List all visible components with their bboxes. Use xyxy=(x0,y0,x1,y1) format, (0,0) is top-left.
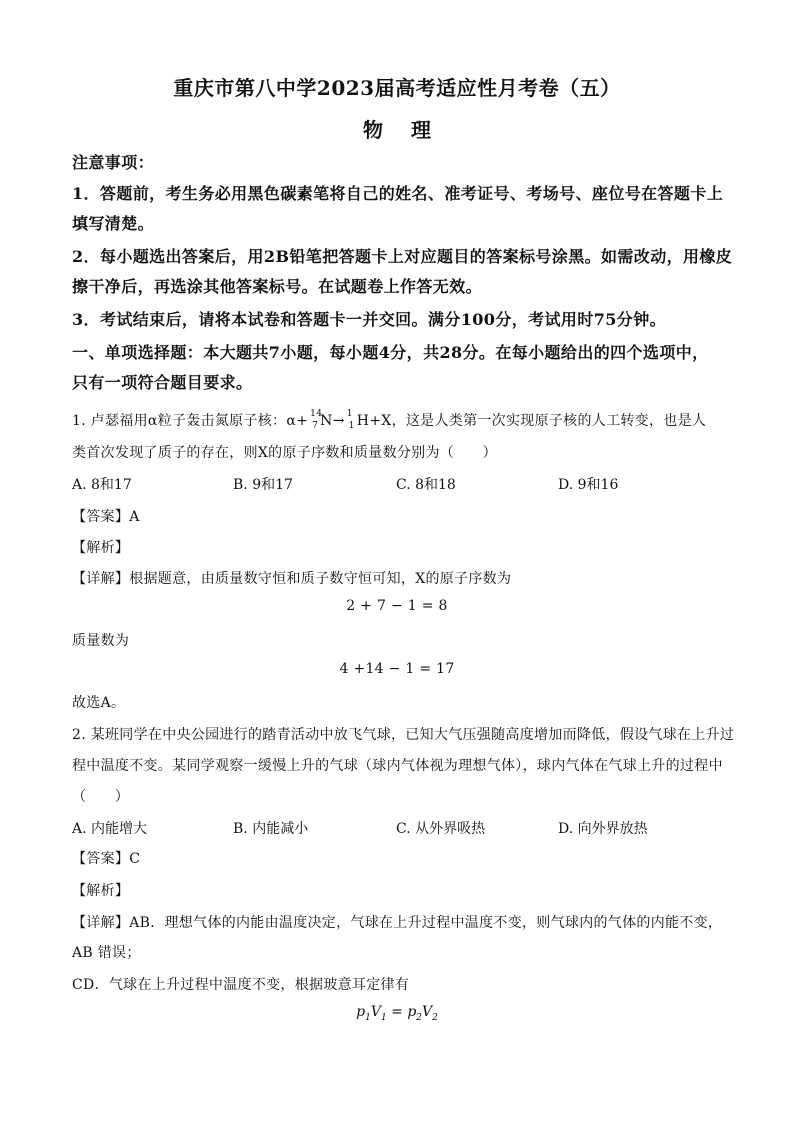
q2-detail-cd: CD．气球在上升过程中温度不变，根据玻意耳定律有 xyxy=(72,977,410,993)
section-heading-line-1: 一、单项选择题：本大题共7小题，每小题4分，共28分。在每小题给出的四个选项中， xyxy=(72,343,709,362)
q1-analysis: 【解析】 xyxy=(72,540,130,556)
q2-boyle-equation: $p_1V_1 = p_2V_2$ xyxy=(356,1004,438,1023)
q1-conclusion: 故选A。 xyxy=(72,695,126,711)
q1-stem-after: ，这是人类第一次实现原子核的人工转变，也是人 xyxy=(391,413,707,429)
q1-stem-line-2: 类首次发现了质子的存在，则X的原子序数和质量数分别为（ ） xyxy=(72,445,497,461)
q1-detail: 【详解】根据题意，由质量数守恒和质子数守恒可知，X的原子序数为 xyxy=(72,571,512,587)
q2-stem-line-3: （ ） xyxy=(72,789,130,805)
q1-equation-2: 4 +14 − 1 = 17 xyxy=(339,661,455,677)
subject-char-2: 理 xyxy=(411,118,431,142)
q2-option-a: A. 内能增大 xyxy=(72,821,148,837)
q1-option-b: B. 9和17 xyxy=(233,477,293,493)
q2-detail-line-2: AB 错误； xyxy=(72,945,141,961)
notes-heading: 注意事项： xyxy=(72,153,155,172)
q2-option-b: B. 内能减小 xyxy=(233,821,309,837)
exam-title: 重庆市第八中学2023届高考适应性月考卷（五） xyxy=(173,76,621,100)
q1-equation: α+ 14 7 N→ 1 1 H+X xyxy=(286,409,392,431)
q2-option-c: C. 从外界吸热 xyxy=(396,821,486,837)
q1-equation-1: 2 + 7 − 1 = 8 xyxy=(346,598,448,614)
q2-answer: 【答案】C xyxy=(72,851,141,867)
section-heading-line-2: 只有一项符合题目要求。 xyxy=(72,373,253,392)
q1-option-a: A. 8和17 xyxy=(72,477,132,493)
q2-stem-line-2: 程中温度不变。某同学观察一缓慢上升的气球（球内气体视为理想气体），球内气体在气球上升的过程中 xyxy=(72,758,723,774)
q1-stem-before: 1. 卢瑟福用α粒子轰击氮原子核： xyxy=(72,413,287,429)
q2-analysis: 【解析】 xyxy=(72,883,130,899)
note-1-line-1: 1．答题前，考生务必用黑色碳素笔将自己的姓名、准考证号、考场号、座位号在答题卡上 xyxy=(72,184,724,203)
note-2-line-2: 擦干净后，再选涂其他答案标号。在试题卷上作答无效。 xyxy=(72,277,483,296)
q1-option-d: D. 9和16 xyxy=(558,477,619,493)
note-2-line-1: 2．每小题选出答案后，用2B铅笔把答题卡上对应题目的答案标号涂黑。如需改动，用橡皮 xyxy=(72,247,733,266)
q1-mass-label: 质量数为 xyxy=(72,633,130,649)
q1-answer: 【答案】A xyxy=(72,509,140,525)
q2-option-d: D. 向外界放热 xyxy=(558,821,648,837)
note-3: 3．考试结束后，请将本试卷和答题卡一并交回。满分100分，考试用时75分钟。 xyxy=(72,310,666,329)
q1-stem-line-1 xyxy=(72,410,727,430)
q2-stem-line-1: 2. 某班同学在中央公园进行的踏青活动中放飞气球，已知大气压强随高度增加而降低，假设气球在上升过 xyxy=(72,727,735,743)
subject-title xyxy=(0,114,794,143)
note-1-line-2: 填写清楚。 xyxy=(72,214,155,233)
q2-detail-line-1: 【详解】AB．理想气体的内能由温度决定，气球在上升过程中温度不变，则气球内的气体的内能不变， xyxy=(72,915,723,931)
subject-char-1: 物 xyxy=(363,118,383,142)
q1-option-c: C. 8和18 xyxy=(396,477,456,493)
